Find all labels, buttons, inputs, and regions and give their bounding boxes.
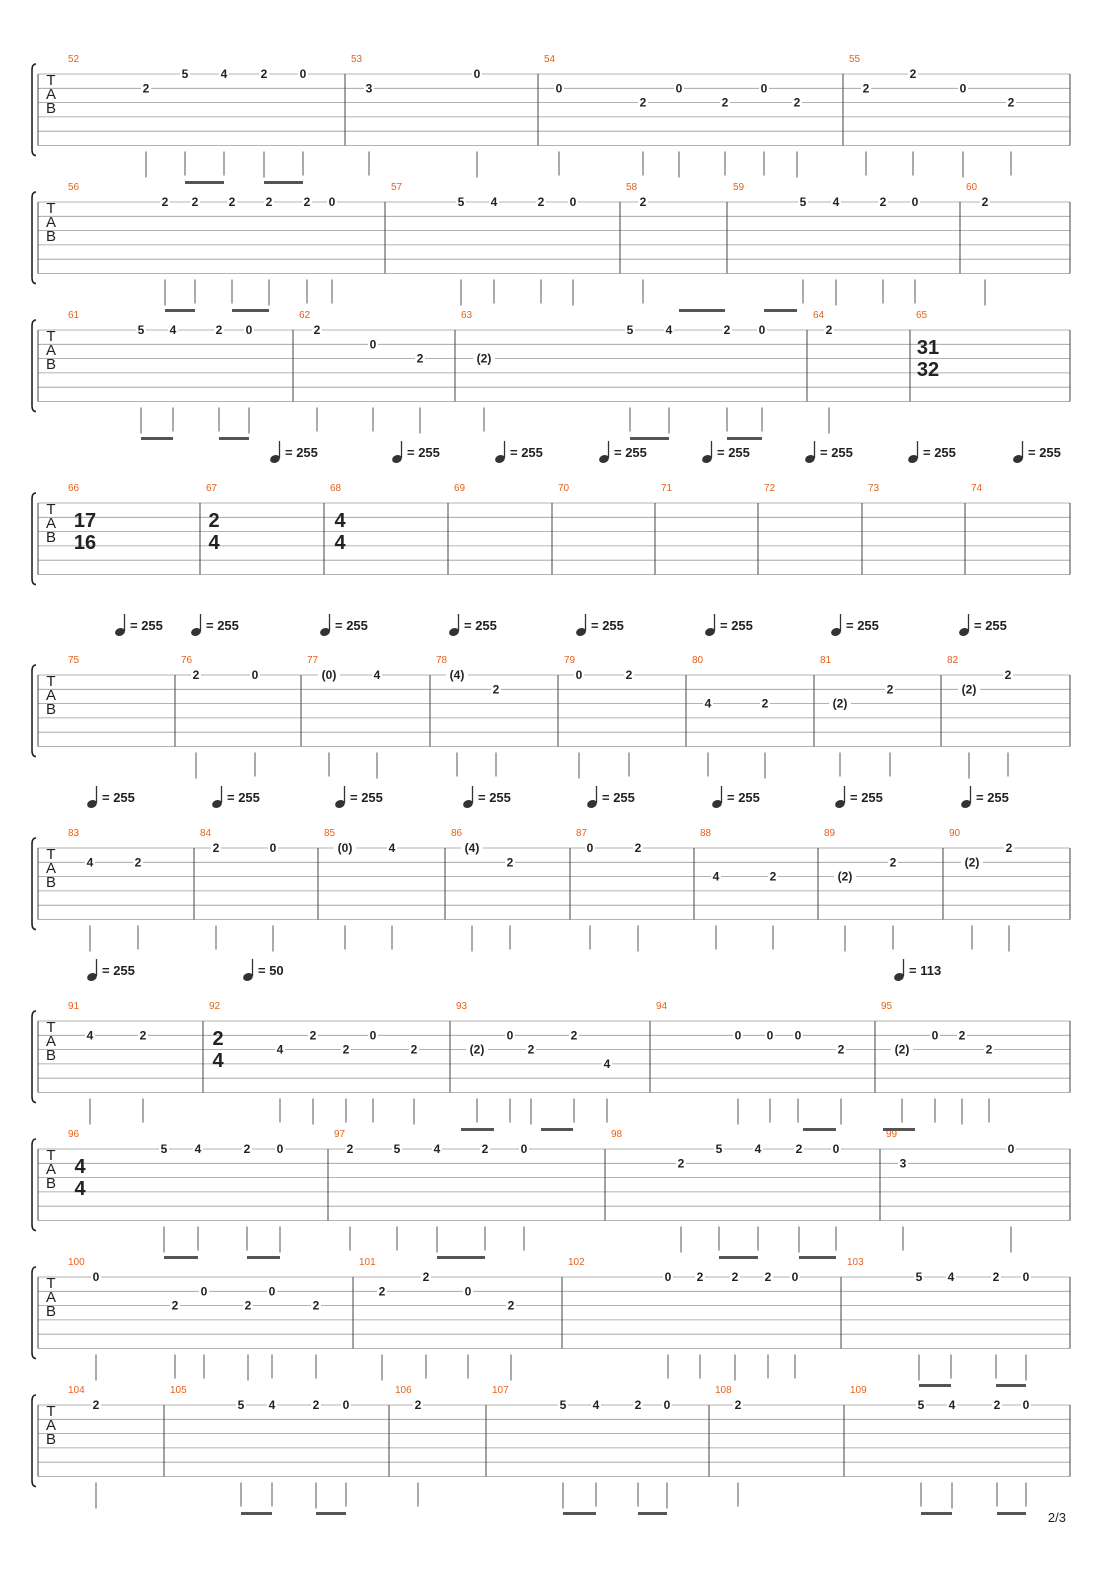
measure-number: 106 bbox=[395, 1385, 412, 1396]
fret-number: 2 bbox=[837, 1042, 845, 1057]
fret-number: 0 bbox=[791, 1270, 799, 1284]
fret-number: 0 bbox=[575, 668, 583, 682]
system-bracket bbox=[32, 665, 36, 757]
fret-number: 0 bbox=[299, 67, 307, 81]
fret-number: 0 bbox=[369, 337, 377, 352]
fret-number: 0 bbox=[200, 1284, 208, 1299]
tab-clef-letter: B bbox=[45, 356, 57, 373]
tab-clef-letter: A bbox=[45, 86, 57, 103]
fret-number: 5 bbox=[715, 1142, 723, 1156]
measure-number: 109 bbox=[850, 1385, 867, 1396]
system-bracket bbox=[32, 1011, 36, 1103]
tab-clef-letter: B bbox=[45, 1303, 57, 1320]
fret-number: 4 bbox=[433, 1142, 441, 1156]
measure-number: 101 bbox=[359, 1257, 376, 1268]
measure-number: 70 bbox=[558, 483, 570, 494]
time-signature-denominator: 16 bbox=[73, 532, 97, 554]
system-bracket bbox=[32, 1139, 36, 1231]
fret-number: 0 bbox=[328, 195, 336, 209]
fret-number: 2 bbox=[265, 195, 273, 209]
fret-number: 2 bbox=[721, 95, 729, 110]
system-bracket bbox=[32, 64, 36, 156]
tab-clef-letter: B bbox=[45, 1047, 57, 1064]
system-bracket bbox=[32, 192, 36, 284]
fret-number: 4 bbox=[268, 1398, 276, 1412]
system-bracket bbox=[32, 1267, 36, 1359]
measure-number: 56 bbox=[68, 182, 80, 193]
fret-number: 4 bbox=[86, 1028, 94, 1043]
tempo-mark: = 113 bbox=[909, 963, 942, 978]
system-bracket bbox=[32, 838, 36, 930]
tempo-mark: = 255 bbox=[206, 618, 239, 633]
time-signature-denominator: 4 bbox=[208, 532, 220, 554]
fret-number: 0 bbox=[675, 81, 683, 96]
fret-number: 2 bbox=[723, 323, 731, 337]
fret-number: 0 bbox=[268, 1284, 276, 1299]
measure-number: 72 bbox=[764, 483, 776, 494]
measure-number: 69 bbox=[454, 483, 466, 494]
measure-number: 68 bbox=[330, 483, 342, 494]
fret-number: 5 bbox=[917, 1398, 925, 1412]
fret-number: 0 bbox=[269, 841, 277, 855]
system-bracket bbox=[32, 320, 36, 412]
fret-number: 0 bbox=[245, 323, 253, 337]
fret-number: 2 bbox=[1007, 95, 1015, 110]
fret-number: 4 bbox=[169, 323, 177, 337]
fret-number: 2 bbox=[303, 195, 311, 209]
fret-number: 2 bbox=[958, 1028, 966, 1043]
fret-number: 2 bbox=[731, 1270, 739, 1284]
tab-clef-letter: T bbox=[46, 1403, 56, 1420]
tempo-mark: = 255 bbox=[102, 963, 135, 978]
fret-number: (2) bbox=[469, 1042, 485, 1057]
fret-number: 2 bbox=[139, 1028, 147, 1043]
time-signature-numerator: 4 bbox=[334, 510, 346, 532]
measure-number: 96 bbox=[68, 1129, 80, 1140]
fret-number: 0 bbox=[342, 1398, 350, 1412]
fret-number: 4 bbox=[704, 696, 712, 711]
time-signature-numerator: 4 bbox=[74, 1156, 86, 1178]
measure-number: 104 bbox=[68, 1385, 85, 1396]
tempo-mark: = 255 bbox=[850, 790, 883, 805]
tab-clef-letter: B bbox=[45, 529, 57, 546]
tempo-mark: = 255 bbox=[335, 618, 368, 633]
fret-number: 2 bbox=[677, 1156, 685, 1171]
fret-number: 0 bbox=[734, 1028, 742, 1043]
fret-number: 5 bbox=[799, 195, 807, 209]
measure-number: 99 bbox=[886, 1129, 898, 1140]
fret-number: 2 bbox=[191, 195, 199, 209]
system-bracket bbox=[32, 493, 36, 585]
tab-clef-letter: T bbox=[46, 1019, 56, 1036]
fret-number: 0 bbox=[794, 1028, 802, 1043]
fret-number: 2 bbox=[769, 869, 777, 884]
fret-number: 2 bbox=[134, 855, 142, 870]
fret-number: 2 bbox=[639, 195, 647, 209]
fret-number: 2 bbox=[506, 855, 514, 870]
fret-number: (2) bbox=[837, 869, 853, 884]
measure-number: 73 bbox=[868, 483, 880, 494]
fret-number: 5 bbox=[237, 1398, 245, 1412]
measure-number: 95 bbox=[881, 1001, 893, 1012]
tempo-mark: = 255 bbox=[227, 790, 260, 805]
fret-number: 2 bbox=[215, 323, 223, 337]
fret-number: 2 bbox=[260, 67, 268, 81]
fret-number: 4 bbox=[948, 1398, 956, 1412]
measure-number: 83 bbox=[68, 828, 80, 839]
fret-number: 2 bbox=[909, 67, 917, 81]
fret-number: 2 bbox=[309, 1028, 317, 1043]
fret-number: 0 bbox=[760, 81, 768, 96]
tab-clef-letter: T bbox=[46, 72, 56, 89]
tab-clef-letter: A bbox=[45, 214, 57, 231]
fret-number: 0 bbox=[569, 195, 577, 209]
measure-number: 67 bbox=[206, 483, 218, 494]
fret-number: 2 bbox=[244, 1298, 252, 1313]
time-signature-denominator: 4 bbox=[334, 532, 346, 554]
measure-number: 94 bbox=[656, 1001, 668, 1012]
tab-clef-letter: T bbox=[46, 200, 56, 217]
measure-number: 87 bbox=[576, 828, 588, 839]
fret-number: 5 bbox=[915, 1270, 923, 1284]
fret-number: 2 bbox=[696, 1270, 704, 1284]
tab-clef-letter: A bbox=[45, 860, 57, 877]
measure-number: 91 bbox=[68, 1001, 80, 1012]
measure-number: 64 bbox=[813, 310, 825, 321]
measure-number: 61 bbox=[68, 310, 80, 321]
fret-number: 2 bbox=[312, 1298, 320, 1313]
tempo-mark: = 255 bbox=[1028, 445, 1061, 460]
fret-number: 3 bbox=[899, 1156, 907, 1171]
fret-number: 2 bbox=[507, 1298, 515, 1313]
tab-clef-letter: A bbox=[45, 342, 57, 359]
fret-number: 2 bbox=[378, 1284, 386, 1299]
fret-number: 5 bbox=[559, 1398, 567, 1412]
tab-clef-letter: T bbox=[46, 501, 56, 518]
measure-number: 62 bbox=[299, 310, 311, 321]
fret-number: 4 bbox=[490, 195, 498, 209]
measure-number: 84 bbox=[200, 828, 212, 839]
fret-number: 2 bbox=[92, 1398, 100, 1412]
measure-number: 85 bbox=[324, 828, 336, 839]
fret-number: 2 bbox=[981, 195, 989, 209]
tempo-mark: = 255 bbox=[407, 445, 440, 460]
measure-number: 66 bbox=[68, 483, 80, 494]
tab-clef-letter: B bbox=[45, 874, 57, 891]
fret-number: 3 bbox=[365, 81, 373, 96]
fret-number: 2 bbox=[1004, 668, 1012, 682]
fret-number: 2 bbox=[879, 195, 887, 209]
measure-number: 80 bbox=[692, 655, 704, 666]
measure-number: 78 bbox=[436, 655, 448, 666]
fret-number: 5 bbox=[457, 195, 465, 209]
measure-number: 107 bbox=[492, 1385, 509, 1396]
fret-number: 2 bbox=[764, 1270, 772, 1284]
fret-number: 0 bbox=[369, 1028, 377, 1043]
fret-number: 4 bbox=[665, 323, 673, 337]
fret-number: 2 bbox=[192, 668, 200, 682]
fret-number: 2 bbox=[634, 841, 642, 855]
tab-clef-letter: B bbox=[45, 100, 57, 117]
fret-number: 2 bbox=[993, 1398, 1001, 1412]
measure-number: 105 bbox=[170, 1385, 187, 1396]
fret-number: 2 bbox=[312, 1398, 320, 1412]
fret-number: 2 bbox=[862, 81, 870, 96]
fret-number: 4 bbox=[712, 869, 720, 884]
measure-number: 58 bbox=[626, 182, 638, 193]
fret-number: 5 bbox=[160, 1142, 168, 1156]
fret-number: (0) bbox=[337, 841, 353, 855]
time-signature-denominator: 32 bbox=[916, 359, 940, 381]
fret-number: 2 bbox=[634, 1398, 642, 1412]
time-signature-numerator: 2 bbox=[208, 510, 220, 532]
fret-number: (2) bbox=[964, 855, 980, 870]
fret-number: 0 bbox=[664, 1270, 672, 1284]
fret-number: 4 bbox=[603, 1056, 611, 1071]
tab-clef-letter: T bbox=[46, 673, 56, 690]
fret-number: 5 bbox=[393, 1142, 401, 1156]
fret-number: 0 bbox=[1007, 1142, 1015, 1156]
tempo-mark: = 50 bbox=[258, 963, 284, 978]
measure-number: 97 bbox=[334, 1129, 346, 1140]
fret-number: 2 bbox=[228, 195, 236, 209]
fret-number: 2 bbox=[992, 1270, 1000, 1284]
measure-number: 60 bbox=[966, 182, 978, 193]
fret-number: (4) bbox=[449, 668, 465, 682]
time-signature-numerator: 2 bbox=[212, 1028, 224, 1050]
fret-number: 2 bbox=[492, 682, 500, 697]
measure-number: 53 bbox=[351, 54, 363, 65]
measure-number: 59 bbox=[733, 182, 745, 193]
fret-number: 4 bbox=[276, 1042, 284, 1057]
fret-number: 0 bbox=[555, 81, 563, 96]
fret-number: (2) bbox=[832, 696, 848, 711]
fret-number: 0 bbox=[520, 1142, 528, 1156]
tempo-mark: = 255 bbox=[285, 445, 318, 460]
measure-number: 65 bbox=[916, 310, 928, 321]
measure-number: 76 bbox=[181, 655, 193, 666]
fret-number: 5 bbox=[137, 323, 145, 337]
fret-number: 2 bbox=[985, 1042, 993, 1057]
measure-number: 103 bbox=[847, 1257, 864, 1268]
fret-number: 0 bbox=[758, 323, 766, 337]
measure-number: 98 bbox=[611, 1129, 623, 1140]
fret-number: 0 bbox=[464, 1284, 472, 1299]
measure-number: 81 bbox=[820, 655, 832, 666]
measure-number: 108 bbox=[715, 1385, 732, 1396]
tempo-mark: = 255 bbox=[591, 618, 624, 633]
fret-number: 2 bbox=[410, 1042, 418, 1057]
fret-number: (0) bbox=[321, 668, 337, 682]
measure-number: 75 bbox=[68, 655, 80, 666]
tempo-mark: = 255 bbox=[602, 790, 635, 805]
measure-number: 82 bbox=[947, 655, 959, 666]
tempo-mark: = 255 bbox=[102, 790, 135, 805]
tempo-mark: = 255 bbox=[923, 445, 956, 460]
tab-clef-letter: A bbox=[45, 515, 57, 532]
fret-number: 4 bbox=[947, 1270, 955, 1284]
fret-number: 2 bbox=[734, 1398, 742, 1412]
fret-number: (2) bbox=[894, 1042, 910, 1057]
fret-number: 4 bbox=[754, 1142, 762, 1156]
fret-number: 2 bbox=[342, 1042, 350, 1057]
fret-number: 2 bbox=[1005, 841, 1013, 855]
tempo-mark: = 255 bbox=[727, 790, 760, 805]
fret-number: 2 bbox=[537, 195, 545, 209]
fret-number: 2 bbox=[346, 1142, 354, 1156]
fret-number: 0 bbox=[473, 67, 481, 81]
fret-number: 0 bbox=[911, 195, 919, 209]
fret-number: 2 bbox=[639, 95, 647, 110]
fret-number: 2 bbox=[171, 1298, 179, 1313]
tab-clef-letter: T bbox=[46, 328, 56, 345]
fret-number: 2 bbox=[481, 1142, 489, 1156]
fret-number: 4 bbox=[194, 1142, 202, 1156]
tab-clef-letter: T bbox=[46, 846, 56, 863]
time-signature-numerator: 17 bbox=[73, 510, 97, 532]
fret-number: 0 bbox=[663, 1398, 671, 1412]
fret-number: 4 bbox=[832, 195, 840, 209]
time-signature-denominator: 4 bbox=[212, 1050, 224, 1072]
tempo-mark: = 255 bbox=[464, 618, 497, 633]
measure-number: 90 bbox=[949, 828, 961, 839]
fret-number: 4 bbox=[592, 1398, 600, 1412]
fret-number: 0 bbox=[1022, 1398, 1030, 1412]
measure-number: 55 bbox=[849, 54, 861, 65]
fret-number: 2 bbox=[422, 1270, 430, 1284]
fret-number: 0 bbox=[1022, 1270, 1030, 1284]
fret-number: 0 bbox=[276, 1142, 284, 1156]
tempo-mark: = 255 bbox=[350, 790, 383, 805]
measure-number: 54 bbox=[544, 54, 556, 65]
fret-number: 4 bbox=[220, 67, 228, 81]
tempo-mark: = 255 bbox=[846, 618, 879, 633]
fret-number: 4 bbox=[373, 668, 381, 682]
tab-clef-letter: B bbox=[45, 1175, 57, 1192]
measure-number: 88 bbox=[700, 828, 712, 839]
fret-number: (4) bbox=[464, 841, 480, 855]
tempo-mark: = 255 bbox=[130, 618, 163, 633]
tab-clef-letter: T bbox=[46, 1147, 56, 1164]
fret-number: 2 bbox=[416, 351, 424, 366]
fret-number: 2 bbox=[825, 323, 833, 337]
tab-clef-letter: A bbox=[45, 1161, 57, 1178]
tempo-mark: = 255 bbox=[614, 445, 647, 460]
time-signature-numerator: 31 bbox=[916, 337, 940, 359]
fret-number: (2) bbox=[476, 351, 492, 366]
page-number: 2/3 bbox=[1047, 1510, 1066, 1525]
tempo-mark: = 255 bbox=[717, 445, 750, 460]
fret-number: 2 bbox=[243, 1142, 251, 1156]
fret-number: 5 bbox=[626, 323, 634, 337]
tab-clef-letter: A bbox=[45, 687, 57, 704]
fret-number: 2 bbox=[570, 1028, 578, 1043]
fret-number: 0 bbox=[931, 1028, 939, 1043]
fret-number: 0 bbox=[251, 668, 259, 682]
measure-number: 63 bbox=[461, 310, 473, 321]
tempo-mark: = 255 bbox=[510, 445, 543, 460]
measure-number: 77 bbox=[307, 655, 319, 666]
fret-number: 2 bbox=[313, 323, 321, 337]
fret-number: 0 bbox=[959, 81, 967, 96]
tab-clef-letter: A bbox=[45, 1289, 57, 1306]
fret-number: 0 bbox=[506, 1028, 514, 1043]
tab-clef-letter: A bbox=[45, 1033, 57, 1050]
tempo-mark: = 255 bbox=[820, 445, 853, 460]
tab-clef-letter: B bbox=[45, 228, 57, 245]
tempo-mark: = 255 bbox=[974, 618, 1007, 633]
tempo-mark: = 255 bbox=[478, 790, 511, 805]
measure-number: 71 bbox=[661, 483, 673, 494]
tempo-mark: = 255 bbox=[976, 790, 1009, 805]
fret-number: 4 bbox=[86, 855, 94, 870]
fret-number: 2 bbox=[142, 81, 150, 96]
tempo-mark: = 255 bbox=[720, 618, 753, 633]
system-bracket bbox=[32, 1395, 36, 1487]
fret-number: 2 bbox=[793, 95, 801, 110]
fret-number: 2 bbox=[414, 1398, 422, 1412]
fret-number: 0 bbox=[92, 1270, 100, 1284]
measure-number: 102 bbox=[568, 1257, 585, 1268]
fret-number: 2 bbox=[161, 195, 169, 209]
measure-number: 89 bbox=[824, 828, 836, 839]
time-signature-denominator: 4 bbox=[74, 1178, 86, 1200]
measure-number: 57 bbox=[391, 182, 403, 193]
measure-number: 92 bbox=[209, 1001, 221, 1012]
fret-number: 2 bbox=[795, 1142, 803, 1156]
measure-number: 93 bbox=[456, 1001, 468, 1012]
measure-number: 100 bbox=[68, 1257, 85, 1268]
fret-number: 4 bbox=[388, 841, 396, 855]
measure-number: 52 bbox=[68, 54, 80, 65]
measure-number: 86 bbox=[451, 828, 463, 839]
fret-number: 2 bbox=[212, 841, 220, 855]
tab-clef-letter: T bbox=[46, 1275, 56, 1292]
fret-number: 2 bbox=[527, 1042, 535, 1057]
fret-number: 2 bbox=[761, 696, 769, 711]
fret-number: 2 bbox=[889, 855, 897, 870]
measure-number: 74 bbox=[971, 483, 983, 494]
fret-number: 2 bbox=[886, 682, 894, 697]
fret-number: 0 bbox=[766, 1028, 774, 1043]
fret-number: 5 bbox=[181, 67, 189, 81]
fret-number: 2 bbox=[625, 668, 633, 682]
fret-number: 0 bbox=[832, 1142, 840, 1156]
tab-clef-letter: B bbox=[45, 701, 57, 718]
tab-clef-letter: B bbox=[45, 1431, 57, 1448]
measure-number: 79 bbox=[564, 655, 576, 666]
tab-clef-letter: A bbox=[45, 1417, 57, 1434]
fret-number: (2) bbox=[961, 682, 977, 697]
fret-number: 0 bbox=[586, 841, 594, 855]
